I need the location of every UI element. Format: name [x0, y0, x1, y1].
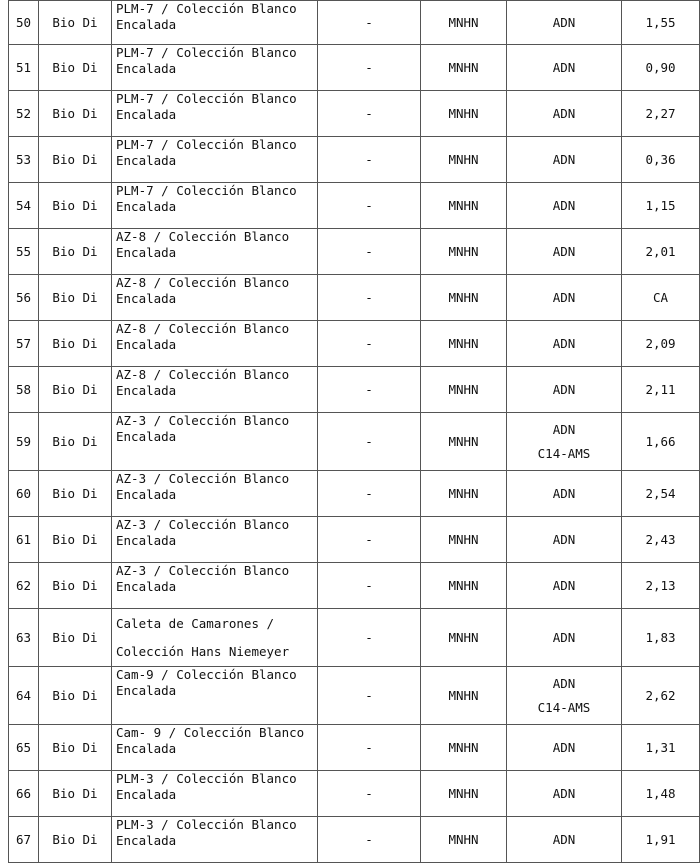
- value-cell: 2,54: [622, 471, 700, 517]
- source-cell: AZ-3 / Colección Blanco Encalada: [112, 471, 318, 517]
- source-cell: AZ-3 / Colección Blanco Encalada: [112, 563, 318, 609]
- dash-cell: -: [318, 229, 421, 275]
- analysis-cell: [507, 667, 622, 725]
- analysis-label: ADN: [552, 289, 576, 305]
- table-row: [9, 609, 700, 667]
- row-number-cell: 65: [9, 725, 39, 771]
- row-number-cell: 54: [9, 183, 39, 229]
- source-cell: AZ-3 / Colección Blanco Encalada: [112, 413, 318, 471]
- bio-cell: Bio Di: [39, 45, 112, 91]
- table-row: [9, 229, 700, 275]
- dash-cell: -: [318, 563, 421, 609]
- source-cell: Cam-9 / Colección Blanco Encalada: [112, 667, 318, 725]
- institution-cell: MNHN: [421, 45, 507, 91]
- table-row: [9, 771, 700, 817]
- dash-cell: -: [318, 609, 421, 667]
- analysis-cell: [507, 609, 622, 667]
- bio-cell: Bio Di: [39, 667, 112, 725]
- value-cell: 1,55: [622, 1, 700, 45]
- analysis-cell: [507, 45, 622, 91]
- source-cell: PLM-7 / Colección Blanco Encalada: [112, 45, 318, 91]
- analysis-cell: [507, 321, 622, 367]
- bio-cell: Bio Di: [39, 563, 112, 609]
- source-cell: PLM-3 / Colección Blanco Encalada: [112, 771, 318, 817]
- institution-cell: MNHN: [421, 771, 507, 817]
- analysis-cell: [507, 471, 622, 517]
- dash-cell: -: [318, 517, 421, 563]
- row-number-cell: 50: [9, 1, 39, 45]
- bio-cell: Bio Di: [39, 817, 112, 863]
- source-cell: AZ-8 / Colección Blanco Encalada: [112, 321, 318, 367]
- analysis-label: ADN: [552, 151, 576, 167]
- dash-cell: -: [318, 275, 421, 321]
- value-cell: 1,48: [622, 771, 700, 817]
- institution-cell: MNHN: [421, 1, 507, 45]
- analysis-cell: [507, 367, 622, 413]
- institution-cell: MNHN: [421, 275, 507, 321]
- value-cell: 1,15: [622, 183, 700, 229]
- value-cell: CA: [622, 275, 700, 321]
- value-cell: 2,09: [622, 321, 700, 367]
- institution-cell: MNHN: [421, 517, 507, 563]
- row-number-cell: 66: [9, 771, 39, 817]
- row-number-cell: 57: [9, 321, 39, 367]
- row-number-cell: 60: [9, 471, 39, 517]
- source-cell: AZ-8 / Colección Blanco Encalada: [112, 275, 318, 321]
- dash-cell: -: [318, 471, 421, 517]
- dash-cell: -: [318, 725, 421, 771]
- table-row: [9, 321, 700, 367]
- dash-cell: -: [318, 367, 421, 413]
- institution-cell: MNHN: [421, 667, 507, 725]
- analysis-label: ADN: [552, 531, 576, 547]
- analysis-cell: [507, 725, 622, 771]
- table-row: [9, 563, 700, 609]
- analysis-label: ADN: [552, 105, 576, 121]
- row-number-cell: 55: [9, 229, 39, 275]
- dash-cell: -: [318, 667, 421, 725]
- institution-cell: MNHN: [421, 321, 507, 367]
- table-row: [9, 517, 700, 563]
- analysis-label: ADN: [552, 831, 576, 847]
- institution-cell: MNHN: [421, 609, 507, 667]
- institution-cell: MNHN: [421, 91, 507, 137]
- analysis-cell: [507, 183, 622, 229]
- row-number-cell: 61: [9, 517, 39, 563]
- value-cell: 2,01: [622, 229, 700, 275]
- analysis-cell: [507, 771, 622, 817]
- analysis-label: ADN: [552, 629, 576, 645]
- value-cell: 1,31: [622, 725, 700, 771]
- source-cell: PLM-7 / Colección Blanco Encalada: [112, 137, 318, 183]
- analysis-cell: [507, 413, 622, 471]
- table-row: [9, 1, 700, 45]
- row-number-cell: 52: [9, 91, 39, 137]
- source-cell: PLM-7 / Colección Blanco Encalada: [112, 1, 318, 45]
- bio-cell: Bio Di: [39, 413, 112, 471]
- table-row: [9, 367, 700, 413]
- dash-cell: -: [318, 413, 421, 471]
- analysis-cell: [507, 275, 622, 321]
- table-row: [9, 137, 700, 183]
- row-number-cell: 67: [9, 817, 39, 863]
- analysis-label: ADN: [552, 739, 576, 755]
- analysis-cell: [507, 1, 622, 45]
- analysis-label: ADN: [552, 243, 576, 259]
- value-cell: 2,11: [622, 367, 700, 413]
- institution-cell: MNHN: [421, 725, 507, 771]
- source-cell: PLM-7 / Colección Blanco Encalada: [112, 183, 318, 229]
- source-cell: AZ-8 / Colección Blanco Encalada: [112, 229, 318, 275]
- table-row: [9, 183, 700, 229]
- value-cell: 1,83: [622, 609, 700, 667]
- institution-cell: MNHN: [421, 413, 507, 471]
- analysis-label: ADN: [552, 485, 576, 501]
- analysis-label: C14-AMS: [537, 445, 591, 461]
- value-cell: 2,43: [622, 517, 700, 563]
- source-cell: PLM-7 / Colección Blanco Encalada: [112, 91, 318, 137]
- dash-cell: -: [318, 771, 421, 817]
- bio-cell: Bio Di: [39, 91, 112, 137]
- dash-cell: -: [318, 817, 421, 863]
- source-cell: Caleta de Camarones / Colección Hans Niemeyer: [112, 609, 318, 667]
- analysis-label: ADN: [552, 335, 576, 351]
- analysis-cell: [507, 229, 622, 275]
- analysis-label: ADN: [552, 421, 576, 437]
- bio-cell: Bio Di: [39, 321, 112, 367]
- row-number-cell: 56: [9, 275, 39, 321]
- value-cell: 0,90: [622, 45, 700, 91]
- row-number-cell: 58: [9, 367, 39, 413]
- bio-cell: Bio Di: [39, 471, 112, 517]
- row-number-cell: 51: [9, 45, 39, 91]
- row-number-cell: 62: [9, 563, 39, 609]
- analysis-cell: [507, 91, 622, 137]
- value-cell: 2,27: [622, 91, 700, 137]
- table-row: [9, 471, 700, 517]
- analysis-cell: [507, 817, 622, 863]
- institution-cell: MNHN: [421, 229, 507, 275]
- analysis-cell: [507, 137, 622, 183]
- institution-cell: MNHN: [421, 367, 507, 413]
- institution-cell: MNHN: [421, 183, 507, 229]
- bio-cell: Bio Di: [39, 771, 112, 817]
- analysis-label: ADN: [552, 59, 576, 75]
- source-cell: AZ-8 / Colección Blanco Encalada: [112, 367, 318, 413]
- analysis-label: ADN: [552, 197, 576, 213]
- institution-cell: MNHN: [421, 137, 507, 183]
- bio-cell: Bio Di: [39, 183, 112, 229]
- source-cell: PLM-3 / Colección Blanco Encalada: [112, 817, 318, 863]
- analysis-label: ADN: [552, 577, 576, 593]
- table-row: [9, 725, 700, 771]
- bio-cell: Bio Di: [39, 229, 112, 275]
- table-row: [9, 91, 700, 137]
- analysis-cell: [507, 563, 622, 609]
- row-number-cell: 63: [9, 609, 39, 667]
- dash-cell: -: [318, 183, 421, 229]
- analysis-label: ADN: [552, 14, 576, 30]
- table-row: [9, 275, 700, 321]
- source-cell: AZ-3 / Colección Blanco Encalada: [112, 517, 318, 563]
- dash-cell: -: [318, 91, 421, 137]
- institution-cell: MNHN: [421, 471, 507, 517]
- value-cell: 0,36: [622, 137, 700, 183]
- table-row: [9, 413, 700, 471]
- dash-cell: -: [318, 321, 421, 367]
- row-number-cell: 64: [9, 667, 39, 725]
- analysis-label: ADN: [552, 675, 576, 691]
- bio-cell: Bio Di: [39, 275, 112, 321]
- value-cell: 2,13: [622, 563, 700, 609]
- bio-cell: Bio Di: [39, 517, 112, 563]
- dash-cell: -: [318, 1, 421, 45]
- row-number-cell: 53: [9, 137, 39, 183]
- analysis-label: ADN: [552, 785, 576, 801]
- institution-cell: MNHN: [421, 817, 507, 863]
- value-cell: 1,91: [622, 817, 700, 863]
- table-row: [9, 817, 700, 863]
- bio-cell: Bio Di: [39, 137, 112, 183]
- specimen-table: [8, 0, 700, 863]
- value-cell: 2,62: [622, 667, 700, 725]
- dash-cell: -: [318, 45, 421, 91]
- bio-cell: Bio Di: [39, 609, 112, 667]
- bio-cell: Bio Di: [39, 1, 112, 45]
- dash-cell: -: [318, 137, 421, 183]
- institution-cell: MNHN: [421, 563, 507, 609]
- analysis-label: ADN: [552, 381, 576, 397]
- table-row: [9, 45, 700, 91]
- bio-cell: Bio Di: [39, 725, 112, 771]
- analysis-label: C14-AMS: [537, 699, 591, 715]
- row-number-cell: 59: [9, 413, 39, 471]
- source-cell: Cam- 9 / Colección Blanco Encalada: [112, 725, 318, 771]
- table-body: [9, 1, 700, 863]
- value-cell: 1,66: [622, 413, 700, 471]
- table-row: [9, 667, 700, 725]
- analysis-cell: [507, 517, 622, 563]
- bio-cell: Bio Di: [39, 367, 112, 413]
